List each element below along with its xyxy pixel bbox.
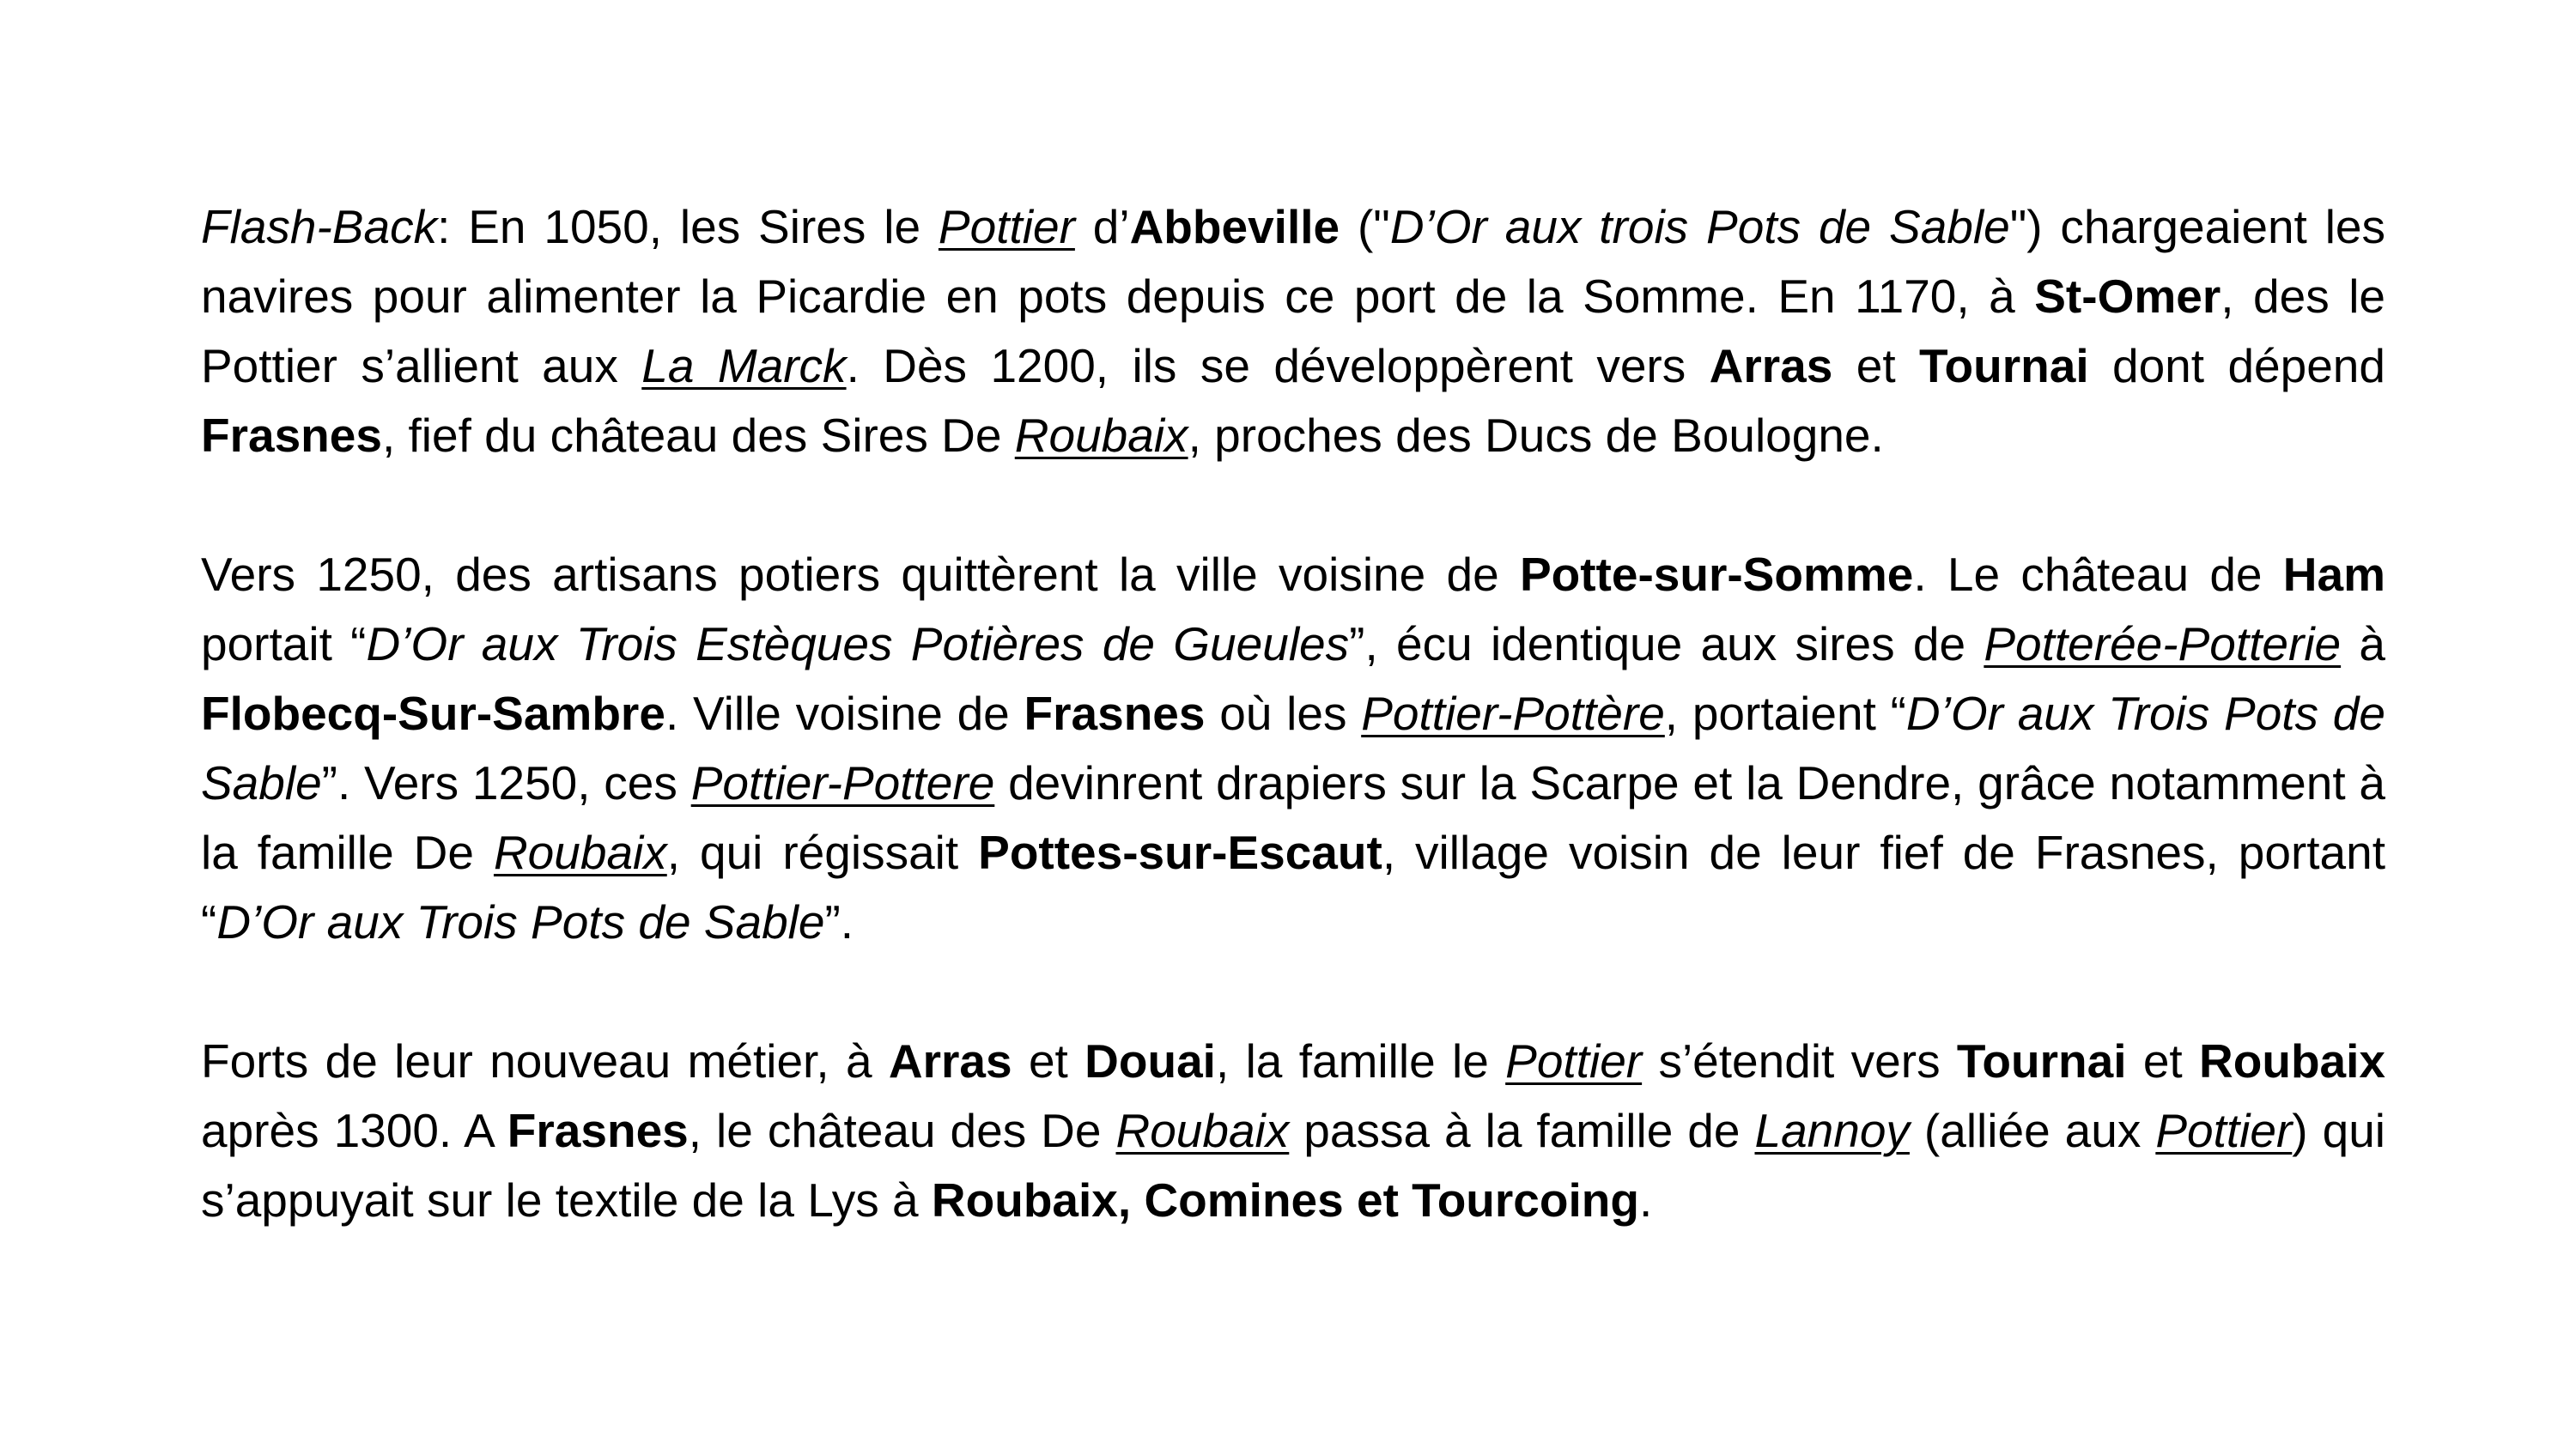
- underlined-name: Potterée-Potterie: [1984, 617, 2342, 670]
- bold-name: Roubaix: [2199, 1034, 2386, 1088]
- bold-name: Abbeville: [1129, 200, 1340, 253]
- text-body: [201, 192, 2385, 1305]
- bold-name: Roubaix, Comines et Tourcoing: [931, 1173, 1639, 1227]
- italic-phrase: D’Or aux Trois Pots de Sable: [216, 895, 825, 949]
- text-run: passa à la famille de: [1289, 1104, 1755, 1157]
- text-run: (alliée aux: [1909, 1104, 2156, 1157]
- paragraph-2: [201, 540, 2385, 957]
- text-run: , qui régissait: [666, 826, 979, 879]
- paragraph-1: [201, 192, 2385, 470]
- text-run: . Ville voisine de: [665, 687, 1024, 740]
- text-run: , fief du château des Sires De: [381, 409, 1015, 462]
- text-run: ") chargeaient les navires pour alimenter la Picardie en pots depuis ce port de la Somme. En 1170, à: [201, 200, 2386, 323]
- bold-name: Tournai: [1919, 339, 2089, 392]
- text-run: : En 1050, les Sires le: [437, 200, 939, 253]
- bold-name: Flobecq-Sur-Sambre: [201, 687, 665, 740]
- text-run: d’: [1074, 200, 1130, 253]
- bold-name: Frasnes: [1024, 687, 1206, 740]
- bold-name: Tournai: [1956, 1034, 2127, 1088]
- text-run: après 1300. A: [201, 1104, 507, 1157]
- underlined-name: Roubaix: [493, 826, 667, 879]
- text-run: Forts de leur nouveau métier, à: [201, 1034, 889, 1088]
- underlined-name: Pottier: [2155, 1104, 2293, 1157]
- bold-name: Ham: [2282, 548, 2386, 601]
- bold-name: Potte-sur-Somme: [1519, 548, 1914, 601]
- text-run: et: [1832, 339, 1920, 392]
- text-run: s’étendit vers: [1642, 1034, 1957, 1088]
- underlined-name: Roubaix: [1115, 1104, 1290, 1157]
- underlined-name: Pottier-Pottère: [1361, 687, 1665, 740]
- text-run: .: [1638, 1173, 1653, 1227]
- text-run: (": [1340, 200, 1390, 253]
- bold-name: St-Omer: [2034, 270, 2221, 323]
- text-run: , des le Pottier s’allient aux: [201, 270, 2386, 392]
- text-run: portait “: [201, 617, 367, 670]
- text-run: et: [2126, 1034, 2200, 1088]
- underlined-name: Roubaix: [1014, 409, 1188, 462]
- text-run: Vers 1250, des artisans potiers quittèrent la ville voisine de: [201, 548, 1520, 601]
- bold-name: Frasnes: [507, 1104, 689, 1157]
- bold-name: Arras: [1709, 339, 1833, 392]
- paragraph-3: [201, 1027, 2385, 1235]
- text-run: devinrent drapiers sur la Scarpe et la Dendre, grâce notamment à la famille De: [201, 756, 2385, 879]
- text-run: , le château des De: [688, 1104, 1116, 1157]
- underlined-name: Lannoy: [1754, 1104, 1910, 1157]
- text-run: , la famille le: [1215, 1034, 1506, 1088]
- text-run: , portaient “: [1664, 687, 1906, 740]
- bold-name: Douai: [1084, 1034, 1216, 1088]
- bold-name: Frasnes: [201, 409, 382, 462]
- text-run: , village voisin de leur fief de Frasnes, portant “: [201, 826, 2385, 949]
- italic-phrase: Flash-Back: [201, 200, 438, 253]
- bold-name: Arras: [888, 1034, 1012, 1088]
- text-run: ”.: [824, 895, 854, 949]
- text-run: ”, écu identique aux sires de: [1349, 617, 1984, 670]
- text-run: ”. Vers 1250, ces: [321, 756, 691, 809]
- text-run: , proches des Ducs de Boulogne.: [1188, 409, 1884, 462]
- text-run: . Le château de: [1913, 548, 2283, 601]
- italic-phrase: D’Or aux trois Pots de Sable: [1389, 200, 2010, 253]
- text-run: où les: [1205, 687, 1362, 740]
- bold-name: Pottes-sur-Escaut: [978, 826, 1382, 879]
- text-run: dont dépend: [2088, 339, 2385, 392]
- text-run: à: [2341, 617, 2385, 670]
- underlined-name: Pottier-Pottere: [690, 756, 995, 809]
- italic-phrase: D’Or aux Trois Estèques Potières de Gueules: [366, 617, 1350, 670]
- text-run: et: [1012, 1034, 1085, 1088]
- text-run: ) qui s’appuyait sur le textile de la Lys à: [201, 1104, 2385, 1227]
- italic-phrase: D’Or aux Trois Pots de Sable: [201, 687, 2385, 809]
- underlined-name: La Marck: [641, 339, 847, 392]
- underlined-name: Pottier: [1505, 1034, 1643, 1088]
- underlined-name: Pottier: [938, 200, 1075, 253]
- text-run: . Dès 1200, ils se développèrent vers: [846, 339, 1710, 392]
